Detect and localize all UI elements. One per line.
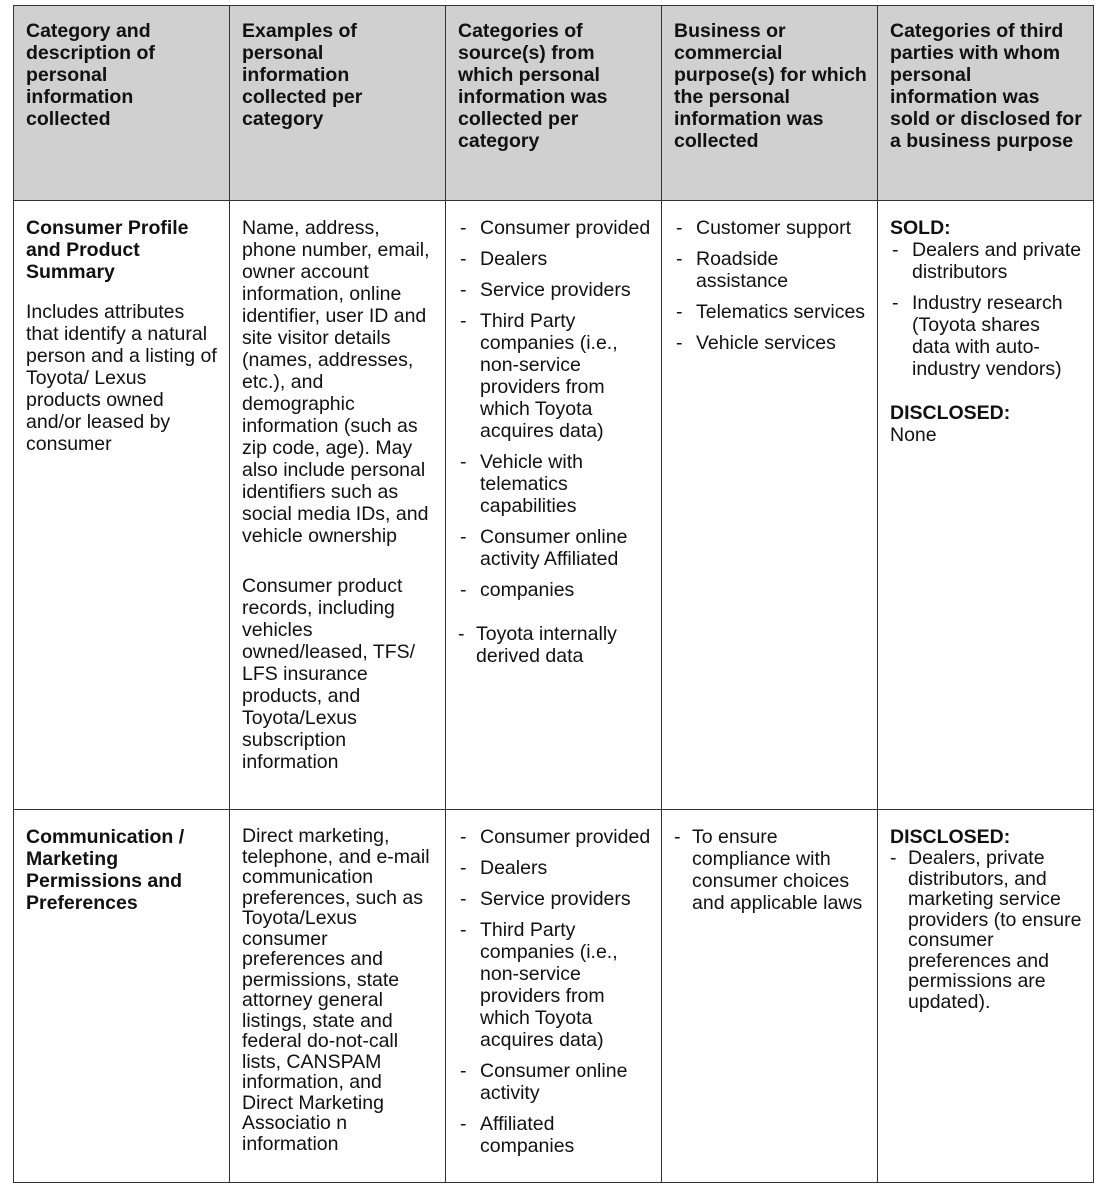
list-item: - Consumer online activity (458, 1060, 651, 1104)
sold-list (890, 239, 1083, 380)
sources-list (458, 217, 651, 667)
list-item: - Roadside assistance (674, 248, 867, 292)
list-item: - Vehicle with telematics capabilities (458, 451, 651, 517)
header-sources: Categories of source(s) from which personal information was collected per category (446, 6, 662, 201)
sources-cell (446, 810, 662, 1183)
list-item: - Industry research (Toyota shares data with auto-industry vendors) (890, 292, 1083, 380)
personal-information-table (13, 5, 1094, 1183)
sold-label: SOLD: (890, 217, 951, 239)
list-item: - Dealers (458, 248, 651, 270)
list-item: - Consumer provided (458, 217, 651, 239)
list-item: - Service providers (458, 279, 651, 301)
list-item: - Consumer provided (458, 826, 651, 848)
disclosed-list (890, 848, 1083, 1012)
third-parties-cell (878, 201, 1094, 810)
purposes-list (674, 826, 867, 914)
purposes-cell (662, 810, 878, 1183)
list-item: - Third Party companies (i.e., non-service providers from which Toyota acquires data) (458, 919, 651, 1051)
header-third-parties: Categories of third parties with whom personal information was sold or disclosed for a business purpose (878, 6, 1094, 201)
examples-paragraph: Name, address, phone number, email, owner account information, online identifier, user ID and site visitor details (names, addresses, etc.), and demographic information (such as zip code, age). May also include personal identifiers such as social media IDs, and vehicle ownership (242, 217, 430, 547)
list-item: - Toyota internally derived data (458, 623, 651, 667)
category-description: Includes attributes that identify a natural person and a listing of Toyota/ Lexus products owned and/or leased by consumer (26, 301, 217, 455)
purposes-list (674, 217, 867, 354)
category-title: Consumer Profile and Product Summary (26, 217, 189, 283)
list-item: - Dealers (458, 857, 651, 879)
table-row-communication-preferences (14, 810, 1094, 1183)
disclosed-label: DISCLOSED: (890, 402, 1011, 424)
list-item: - To ensure compliance with consumer choices and applicable laws (674, 826, 867, 914)
header-examples: Examples of personal information collected per category (230, 6, 446, 201)
list-item: - Affiliated companies (458, 1113, 651, 1157)
list-item: - Telematics services (674, 301, 867, 323)
list-item: - Service providers (458, 888, 651, 910)
examples-paragraph: Direct marketing, telephone, and e-mail communication preferences, such as Toyota/Lexus consumer preferences and permissions, state attorney general listings, state and federal do-not-call lists, CANSPAM information, and Direct Marketing Associatio n information (242, 825, 430, 1155)
examples-paragraph: Consumer product records, including vehicles owned/leased, TFS/ LFS insurance products, and Toyota/Lexus subscription information (242, 575, 416, 773)
disclosed-label: DISCLOSED: (890, 826, 1011, 848)
list-item: - Dealers, private distributors, and marketing service providers (to ensure consumer preferences and permissions are updated). (890, 848, 1083, 1012)
sources-cell (446, 201, 662, 810)
header-row (14, 6, 1094, 201)
list-item: - Dealers and private distributors (890, 239, 1083, 283)
examples-cell (230, 201, 446, 810)
list-item: - companies (458, 579, 651, 601)
list-item: - Consumer online activity Affiliated (458, 526, 651, 570)
list-item: - Vehicle services (674, 332, 867, 354)
header-category: Category and description of personal information collected (14, 6, 230, 201)
category-cell (14, 201, 230, 810)
category-cell (14, 810, 230, 1183)
third-parties-cell (878, 810, 1094, 1183)
list-item: - Customer support (674, 217, 867, 239)
disclosed-value: None (890, 424, 937, 446)
purposes-cell (662, 201, 878, 810)
examples-cell (230, 810, 446, 1183)
table-row-consumer-profile (14, 201, 1094, 810)
category-title: Communication / Marketing Permissions and Preferences (26, 826, 185, 914)
header-purposes: Business or commercial purpose(s) for which the personal information was collected (662, 6, 878, 201)
sources-list (458, 826, 651, 1157)
list-item: - Third Party companies (i.e., non-service providers from which Toyota acquires data) (458, 310, 651, 442)
